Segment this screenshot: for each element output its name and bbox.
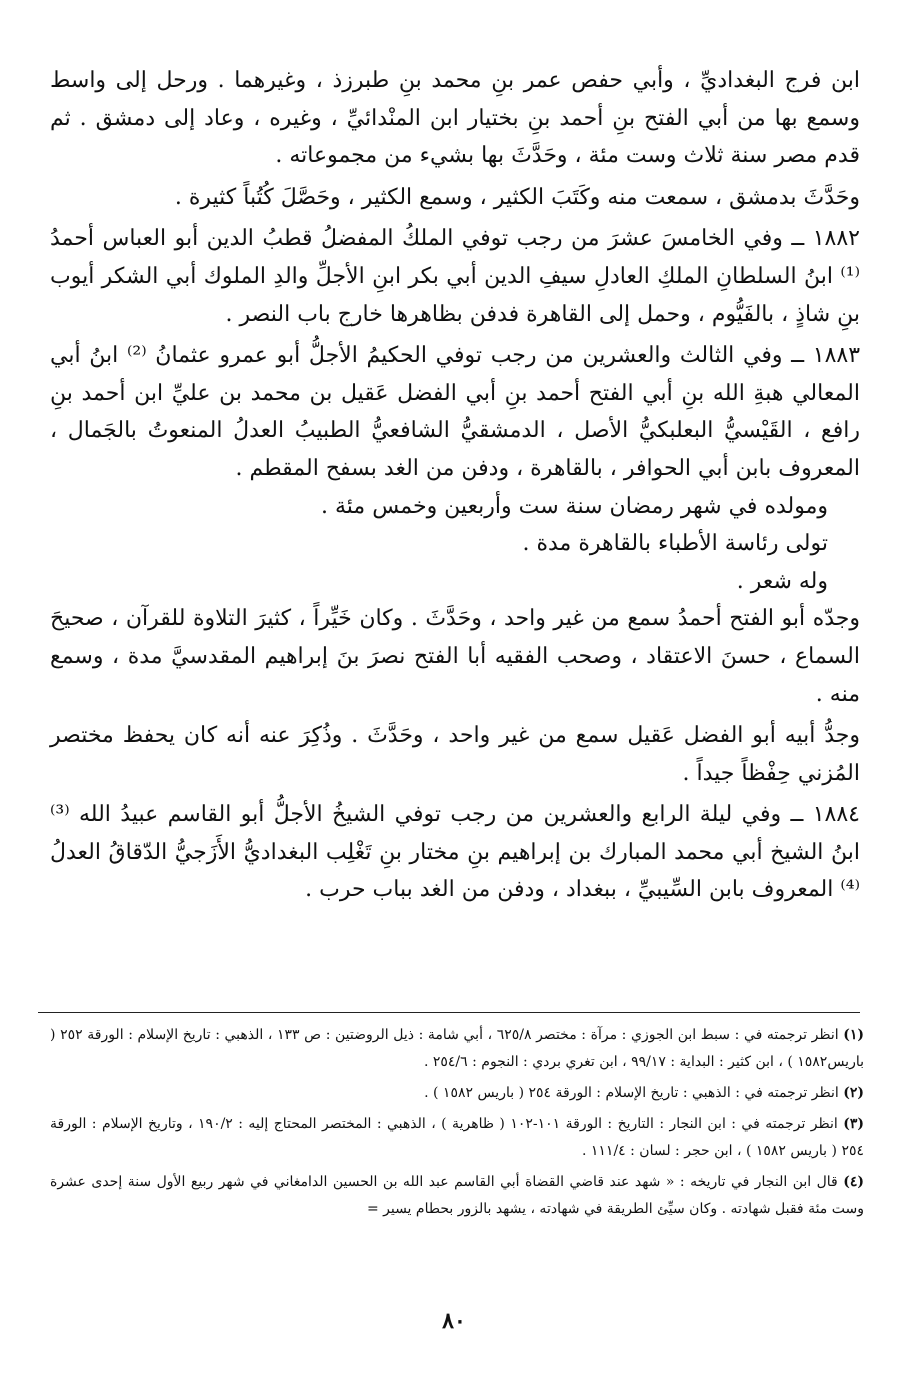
- footnote-text: انظر ترجمته في : ابن النجار : التاريخ : الورقة ١٠١-١٠٢ ( ظاهرية ) ، الذهبي : المختصر المحتاج إليه : ١٩٠/٢ ، وتاريخ الإسلام : الورقة ٢٥٤ ( باريس ١٥٨٢ ) ، ابن حجر : لسان : ١١١/٤ .: [50, 1116, 864, 1159]
- footnote-3: [50, 1111, 864, 1165]
- paragraph: وجدّه أبو الفتح أحمدُ سمع من غير واحد ، وحَدَّثَ . وكان خَيِّراً ، كثيرَ التلاوة للقرآن ، صحيحَ السماع ، حسنَ الاعتقاد ، وصحب الفقيه أبا الفتح نصرَ بنَ إبراهيم المقدسيَّ مدة ، وسمع منه .: [50, 606, 860, 707]
- footnote-number: (٣): [843, 1116, 865, 1132]
- footnote-number: (٤): [843, 1174, 865, 1190]
- footnote-2: [50, 1080, 864, 1107]
- paragraph: وحَدَّثَ بدمشق ، سمعت منه وكَتَبَ الكثير ، وسمع الكثير ، وحَصَّلَ كُتُباً كثيرة .: [174, 184, 860, 210]
- footnote-number: (١): [843, 1027, 864, 1043]
- paragraph: وجدُّ أبيه أبو الفضل عَقيل سمع من غير واحد ، وحَدَّثَ . وذُكِرَ عنه أنه كان يحفظ مختصر المُزني حِفْظاً جيداً .: [50, 723, 860, 786]
- entry-1882: ١٨٨٢ ــ وفي الخامسَ عشرَ من رجب توفي الملكُ المفضلُ قطبُ الدين أبو العباس أحمدُ ⁽¹⁾ ابنُ السلطانِ الملكِ العادلِ سيفِ الدين أبي بكر ابنِ الأجلِّ والدِ الملوك أبي الشكر أيوب بنِ شاذٍ ، بالفَيُّوم ، وحمل إلى القاهرة فدفن بظاهرها خارج باب النصر .: [50, 226, 860, 327]
- footnote-1: [50, 1022, 864, 1076]
- footnote-text: انظر ترجمته في : الذهبي : تاريخ الإسلام : الورقة ٢٥٤ ( باريس ١٥٨٢ ) .: [424, 1085, 839, 1101]
- footnote-text: قال ابن النجار في تاريخه : « شهد عند قاضي القضاة أبي القاسم عبد الله بن الحسين الدامغاني في شهر ربيع الأول سنة إحدى عشرة وست مئة فقبل شهادته . وكان سيِّئ الطريقة في شهادته ، يشهد بالزور بحطام يسير =: [50, 1174, 864, 1217]
- paragraph: وله شعر .: [736, 568, 828, 594]
- footnote-number: (٢): [843, 1085, 864, 1101]
- entry-1883: ١٨٨٣ ــ وفي الثالث والعشرين من رجب توفي الحكيمُ الأجلُّ أبو عمرو عثمانُ ⁽²⁾ ابنُ أبي المعالي هبةِ الله بنِ أبي الفتح أحمد بنِ أبي الفضل عَقيل بن محمد بن عليِّ ابن أحمد بنِ رافع ، القَيْسيُّ البعلبكيُّ الأصل ، الدمشقيُّ الشافعيُّ الطبيبُ العدلُ المنعوتُ بالجَمال ، المعروف بابن أبي الحوافر ، بالقاهرة ، ودفن من الغد بسفح المقطم .: [50, 343, 861, 481]
- footnote-text: انظر ترجمته في : سبط ابن الجوزي : مرآة : مختصر ٦٢٥/٨ ، أبي شامة : ذيل الروضتين : ص ١٣٣ ، الذهبي : تاريخ الإسلام : الورقة ٢٥٢ ( باريس١٥٨٢ ) ، ابن كثير : البداية : ٩٩/١٧ ، ابن تغري بردي : النجوم : ٢٥٤/٦ .: [50, 1027, 864, 1070]
- footnotes: [50, 1022, 864, 1223]
- paragraph: تولى رئاسة الأطباء بالقاهرة مدة .: [522, 531, 828, 557]
- page-number: ٨٠: [442, 1308, 466, 1334]
- main-text: [50, 62, 860, 909]
- paragraph: ومولده في شهر رمضان سنة ست وأربعين وخمس مئة .: [321, 493, 828, 519]
- footnote-separator: [38, 1012, 860, 1013]
- paragraph: ابن فرج البغداديِّ ، وأبي حفص عمر بنِ محمد بنِ طبرزذ ، وغيرهما . ورحل إلى واسط وسمع بها من أبي الفتح بنِ أحمد بنِ بختيار ابن المنْدائيِّ ، وغيره ، وعاد إلى دمشق . ثم قدم مصر سنة ثلاث وست مئة ، وحَدَّثَ بها بشيء من مجموعاته .: [50, 68, 860, 169]
- entry-1884: ١٨٨٤ ــ وفي ليلة الرابع والعشرين من رجب توفي الشيخُ الأجلُّ أبو القاسم عبيدُ الله ⁽³⁾ ابنُ الشيخ أبي محمد المبارك بن إبراهيم بنِ مختار بنِ تَغْلِب البغداديُّ الأَزَجيُّ الدّقاقُ العدلُ ⁽⁴⁾ المعروف بابن السِّيبيِّ ، ببغداد ، ودفن من الغد بباب حرب .: [50, 802, 860, 903]
- footnote-4: [50, 1169, 864, 1223]
